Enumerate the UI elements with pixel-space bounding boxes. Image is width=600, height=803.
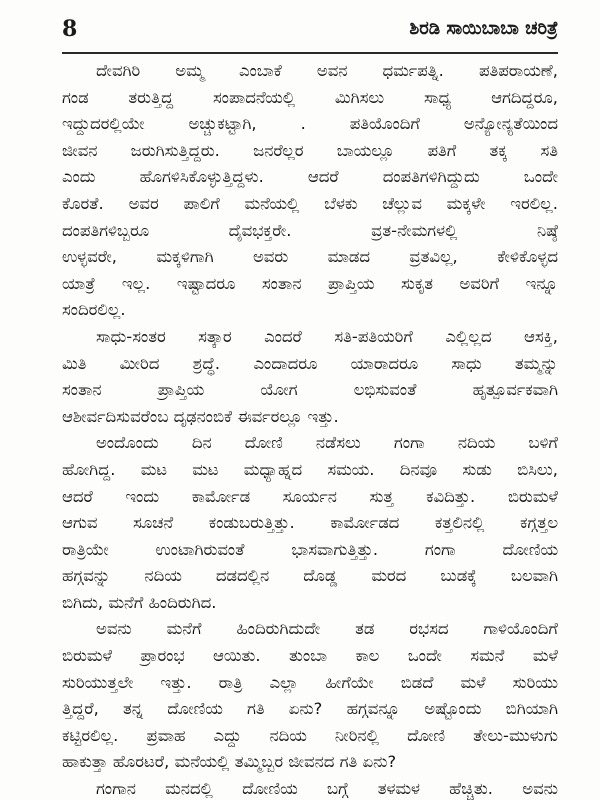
text-line: ಕೊರತೆ. ಅವರ ಪಾಲಿಗೆ ಮನೆಯಲ್ಲಿ ಬೆಳಕು ಚೆಲ್ಲುವ ಮಕ್ಕಳೇ ಇರಲಿಲ್ಲ. [62, 193, 558, 213]
text-line: ರಾತ್ರಿಯೇ ಉಂಟಾಗಿರುವಂತೆ ಭಾಸವಾಗುತ್ತಿತ್ತು. ಗಂಗಾ ದೋಣಿಯ [62, 539, 558, 559]
text-line: ಸಂತಾನ ಪ್ರಾಪ್ತಿಯ ಯೋಗ ಲಭಿಸುವಂತೆ ಹೃತ್ಪೂರ್ವಕವಾಗಿ [62, 380, 558, 400]
paragraph-5 [62, 616, 558, 776]
paragraph-2 [62, 218, 558, 324]
body-text [62, 58, 558, 803]
paragraph-4 [62, 430, 558, 616]
running-title: ಶಿರಡಿ ಸಾಯಿಬಾಬಾ ಚರಿತ್ರೆ [409, 18, 558, 39]
text-line: ಗಂಡ ತರುತ್ತಿದ್ದ ಸಂಪಾದನೆಯಲ್ಲಿ ಮಿಗಿಸಲು ಸಾಧ್ಯ ಆಗದಿದ್ದರೂ, [62, 87, 558, 107]
text-line: ಬಿರುಮಳೆ ಪ್ರಾರಂಭ ಆಯಿತು. ತುಂಬಾ ಕಾಲ ಒಂದೇ ಸಮನೆ ಮಳೆ [62, 646, 558, 666]
text-line: ದಂಪತಿಗಳಿಬ್ಬರೂ ದೈವಭಕ್ತರೇ. ವ್ರತ-ನೇಮಗಳಲ್ಲಿ ನಿಷ್ಠೆ [62, 220, 558, 240]
text-line: ಬಿಗಿದು, ಮನೆಗೆ ಹಿಂದಿರುಗಿದ. [62, 592, 217, 612]
page-number: 8 [62, 16, 78, 42]
header-rule [62, 52, 558, 54]
text-line: ಆಗುವ ಸೂಚನೆ ಕಂಡುಬರುತ್ತಿತ್ತು. ಕಾರ್ಮೋಡದ ಕತ್ತಲಿನಲ್ಲಿ ಕಗ್ಗತ್ತಲ [62, 513, 558, 533]
text-line: ಉಳ್ಳವರೇ, ಮಕ್ಕಳಿಗಾಗಿ ಅವರು ಮಾಡದ ವ್ರತವಿಲ್ಲ, ಕೇಳಿಕೊಳ್ಳದ [62, 247, 558, 267]
text-line: ಇದ್ದುದರಲ್ಲಿಯೇ ಅಚ್ಚುಕಟ್ಟಾಗಿ, . ಪತಿಯೊಂದಿಗೆ ಅನ್ಯೋನ್ಯತೆಯಿಂದ [62, 114, 558, 134]
text-line: ಆಶೀರ್ವದಿಸುವರೆಂಬ ದೃಢನಂಬಿಕೆ ಈರ್ವರಲ್ಲೂ ಇತ್ತು. [62, 406, 339, 426]
text-line: ಸಂದಿರಲಿಲ್ಲ. [62, 300, 126, 320]
text-line: ಎಂದು ಹೊಗಳಿಸಿಕೊಳ್ಳುತ್ತಿದ್ದಳು. ಆದರೆ ದಂಪತಿಗಳಿಗಿದ್ದುದು ಒಂದೇ [62, 167, 558, 187]
text-line: ಆದರೆ ಇಂದು ಕಾರ್ಮೋಡ ಸೂರ್ಯನ ಸುತ್ತ ಕವಿದಿತ್ತು. ಬಿರುಮಳೆ [62, 486, 558, 506]
text-line: ಕಟ್ಟಿರಲಿಲ್ಲ. ಪ್ರವಾಹ ಎದ್ದು ನದಿಯ ನೀರಿನಲ್ಲಿ ದೋಣಿ ತೇಲು-ಮುಳುಗು [62, 725, 558, 745]
text-line: ಹಾಕುತ್ತಾ ಹೊರಟರೆ, ಮನೆಯಲ್ಲಿ ತಮ್ಮಿಬ್ಬರ ಜೀವನದ ಗತಿ ಏನು? [62, 752, 397, 772]
text-line: ಸುರಿಯುತ್ತಲೇ ಇತ್ತು. ರಾತ್ರಿ ಎಲ್ಲಾ ಹೀಗೆಯೇ ಬಿಡದೆ ಮಳೆ ಸುರಿಯು [62, 672, 558, 692]
paragraph-6 [62, 776, 558, 803]
paragraph-3 [62, 324, 558, 430]
text-line: ದೇವಗಿರಿ ಅಮ್ಮ ಎಂಬಾಕೆ ಅವನ ಧರ್ಮಪತ್ನಿ. ಪತಿಪರಾಯಣೆ, [96, 61, 558, 80]
text-line: ಸಾಧು-ಸಂತರ ಸತ್ಕಾರ ಎಂದರೆ ಸತಿ-ಪತಿಯರಿಗೆ ಎಲ್ಲಿಲ್ಲದ ಆಸಕ್ತಿ, [96, 326, 558, 346]
text-line: ಮಿತಿ ಮೀರಿದ ಶ್ರದ್ಧೆ. ಎಂದಾದರೂ ಯಾರಾದರೂ ಸಾಧು ತಮ್ಮನ್ನು [62, 353, 558, 373]
text-line: ಯಾತ್ರೆ ಇಲ್ಲ. ಇಷ್ಟಾದರೂ ಸಂತಾನ ಪ್ರಾಪ್ತಿಯ ಸುಕೃತ ಅವರಿಗೆ ಇನ್ನೂ [62, 273, 558, 293]
paragraph-1 [62, 58, 558, 218]
text-line: ಅಂದೊಂದು ದಿನ ದೋಣಿ ನಡೆಸಲು ಗಂಗಾ ನದಿಯ ಬಳಿಗೆ [96, 433, 558, 453]
text-line: ತ್ತಿದ್ದರೆ, ತನ್ನ ದೋಣಿಯ ಗತಿ ಏನು? ಹಗ್ಗವನ್ನೂ ಅಷ್ಟೊಂದು ಬಿಗಿಯಾಗಿ [62, 699, 558, 719]
text-line: ಹೋಗಿದ್ದ. ಮಟ ಮಟ ಮಧ್ಯಾಹ್ನದ ಸಮಯ. ದಿನವೂ ಸುಡು ಬಿಸಿಲು, [62, 459, 558, 479]
page-header [62, 12, 558, 50]
text-line: ಗಂಗಾನ ಮನದಲ್ಲಿ ದೋಣಿಯ ಬಗ್ಗೆ ತಳಮಳ ಹೆಚ್ಚಿತು. ಅವನು [96, 779, 558, 799]
text-line: ಅವನು ಮನೆಗೆ ಹಿಂದಿರುಗಿದುದೇ ತಡ ರಭಸದ ಗಾಳಿಯೊಂದಿಗೆ [96, 619, 558, 639]
text-line: ಹಗ್ಗವನ್ನು ನದಿಯ ದಡದಲ್ಲಿನ ದೊಡ್ಡ ಮರದ ಬುಡಕ್ಕೆ ಬಲವಾಗಿ [62, 566, 558, 586]
text-line: ಜೀವನ ಜರುಗಿಸುತ್ತಿದ್ದರು. ಜನರೆಲ್ಲರ ಬಾಯಲ್ಲೂ ಪತಿಗೆ ತಕ್ಕ ಸತಿ [62, 140, 558, 160]
